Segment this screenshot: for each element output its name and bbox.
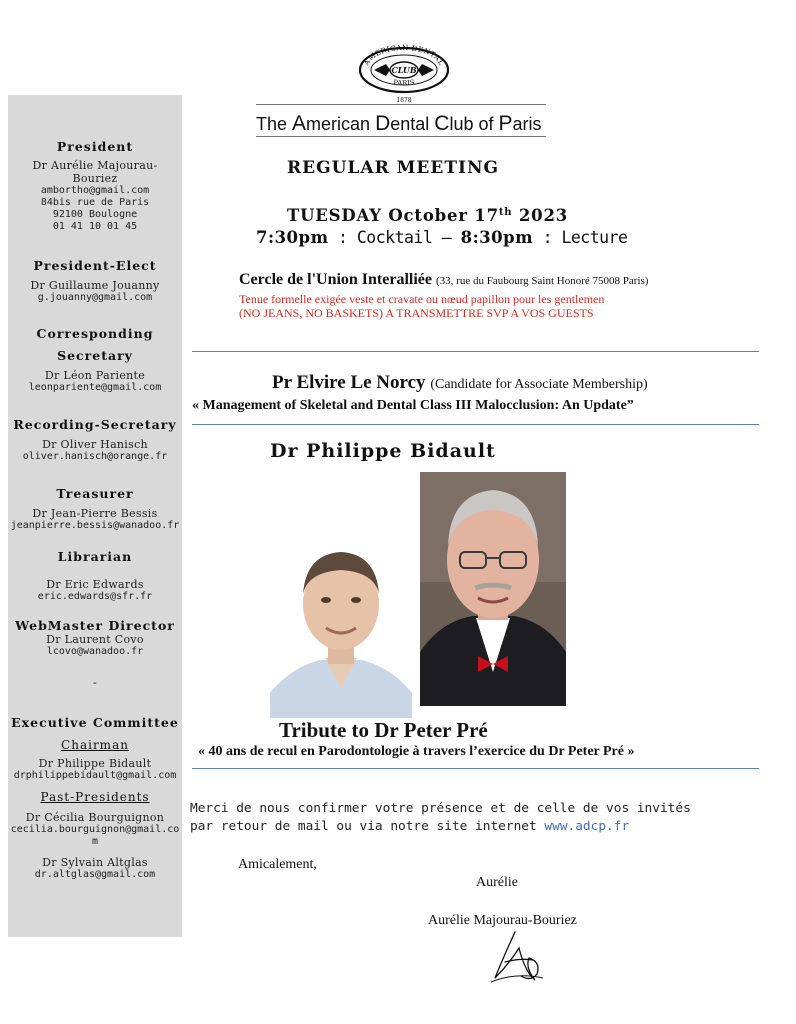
president-name: Dr Aurélie Majourau-	[32, 159, 158, 172]
corresponding-heading: Corresponding	[36, 326, 154, 341]
speaker-1-note: (Candidate for Associate Membership)	[430, 377, 648, 392]
handwritten-signature	[485, 928, 545, 986]
logo-year: 1878	[396, 97, 412, 104]
executive-heading: Executive Committee	[11, 715, 179, 730]
webmaster-name: Dr Laurent Covo	[46, 633, 144, 646]
executive-committee-block	[8, 715, 182, 881]
officers-sidebar	[8, 95, 182, 937]
title-rule-top	[256, 104, 546, 105]
logo-center-text: CLUB	[391, 65, 417, 75]
club-title: The American Dental Club of Paris	[256, 112, 542, 135]
past-president-1-email: cecilia.bourguignon@gmail.co	[10, 824, 180, 835]
corresponding-email: leonpariente@gmail.com	[28, 382, 162, 393]
treasurer-block	[8, 486, 182, 532]
speaker-photo-pre	[420, 472, 566, 706]
title-rule-bottom	[256, 136, 546, 137]
signer-full-name: Aurélie Majourau-Bouriez	[428, 913, 577, 928]
recording-email: oliver.hanisch@orange.fr	[22, 451, 168, 462]
dress-code-line-2: (NO JEANS, NO BASKETS) A TRANSMETTRE SVP A VOS GUESTS	[239, 306, 594, 320]
rsvp-text	[190, 800, 691, 836]
president-phone: 01 41 10 01 45	[52, 221, 138, 232]
secretary-heading: Secretary	[57, 348, 133, 363]
signer-first-name: Aurélie	[476, 875, 518, 890]
president-block	[8, 139, 182, 233]
dress-code-line-1: Tenue formelle exigée veste et cravate ou nœud papillon pour les gentlemen	[239, 292, 605, 306]
president-city: 92100 Boulogne	[52, 209, 138, 220]
recording-name: Dr Oliver Hanisch	[42, 438, 148, 451]
president-elect-heading: President-Elect	[33, 258, 157, 273]
past-president-1-email-cont: m	[91, 836, 99, 847]
librarian-email: eric.edwards@sfr.fr	[37, 591, 153, 602]
president-heading: President	[56, 139, 134, 154]
rsvp-line-2: par retour de mail ou via notre site internet www.adcp.fr	[190, 819, 630, 834]
meeting-times: 7:30pm : Cocktail – 8:30pm : Lecture	[256, 228, 628, 247]
president-elect-name: Dr Guillaume Jouanny	[30, 279, 160, 292]
chairman-name: Dr Philippe Bidault	[38, 757, 152, 770]
closing-salutation: Amicalement,	[238, 857, 317, 872]
divider-1	[192, 351, 759, 352]
meeting-title: REGULAR MEETING	[287, 158, 500, 178]
treasurer-email: jeanpierre.bessis@wanadoo.fr	[10, 520, 180, 531]
divider-3	[192, 768, 759, 769]
librarian-name: Dr Eric Edwards	[46, 578, 144, 591]
past-presidents-label: Past-Presidents	[40, 790, 150, 804]
svg-text:PARIS	[393, 79, 416, 88]
logo-bottom-text: PARIS	[392, 78, 416, 88]
librarian-block	[8, 549, 182, 603]
chairman-email: drphilippebidault@gmail.com	[13, 770, 177, 781]
webmaster-email: lcovo@wanadoo.fr	[46, 646, 144, 657]
president-email: ambortho@gmail.com	[40, 185, 150, 196]
treasurer-heading: Treasurer	[56, 486, 134, 501]
president-name-cont: Bouriez	[72, 172, 118, 185]
past-president-1-name: Dr Cécilia Bourguignon	[25, 811, 165, 824]
separator-dash: -	[92, 676, 98, 689]
president-elect-email: g.jouanny@gmail.com	[37, 292, 153, 303]
webmaster-heading: WebMaster Director	[15, 618, 175, 633]
website-link[interactable]: www.adcp.fr	[544, 819, 630, 834]
logo-top-text: AMERICAN DENTAL	[361, 44, 447, 67]
rsvp-line-1: Merci de nous confirmer votre présence et de celle de vos invités	[190, 801, 691, 816]
venue-address: (33, rue du Faubourg Saint Honoré 75008 Paris)	[436, 275, 649, 287]
corresponding-secretary-block	[8, 326, 182, 394]
past-president-2-name: Dr Sylvain Altglas	[42, 856, 148, 869]
lecture-1-title: « Management of Skeletal and Dental Class III Malocclusion: An Update”	[192, 398, 634, 413]
president-elect-block	[8, 258, 182, 304]
recording-heading: Recording-Secretary	[13, 417, 177, 432]
corresponding-name: Dr Léon Pariente	[44, 369, 146, 382]
chairman-label: Chairman	[61, 738, 129, 752]
speaker-2: Dr Philippe Bidault	[270, 440, 496, 462]
president-address: 84bis rue de Paris	[40, 197, 150, 208]
divider-2	[192, 424, 759, 425]
recording-secretary-block	[8, 417, 182, 463]
tribute-heading: Tribute to Dr Peter Pré	[279, 718, 488, 742]
meeting-date: TUESDAY October 17th 2023	[287, 206, 569, 225]
webmaster-block	[8, 618, 182, 658]
treasurer-name: Dr Jean-Pierre Bessis	[32, 507, 158, 520]
lecture-2-title: « 40 ans de recul en Parodontologie à travers l’exercice du Dr Peter Pré »	[198, 744, 635, 759]
speaker-photo-bidault	[270, 528, 412, 718]
librarian-heading: Librarian	[57, 549, 133, 564]
past-president-2-email: dr.altglas@gmail.com	[34, 869, 156, 880]
club-emblem-logo	[356, 44, 452, 104]
speaker-1: Pr Elvire Le Norcy (Candidate for Associate Membership)	[272, 372, 648, 393]
venue: Cercle de l'Union Interalliée (33, rue du Faubourg Saint Honoré 75008 Paris)	[239, 271, 649, 288]
